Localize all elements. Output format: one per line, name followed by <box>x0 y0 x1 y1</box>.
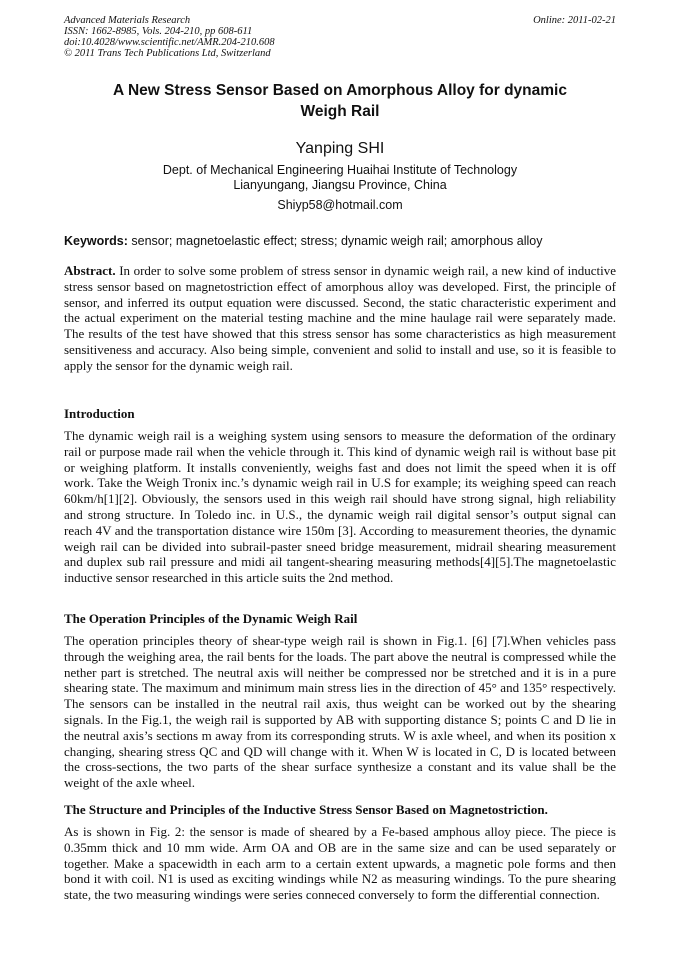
sensor-structure-text: As is shown in Fig. 2: the sensor is made of sheared by a Fe-based amphous alloy piece. The piece is 0.35mm thick and 10 mm wide. Arm OA and OB are in the same size and can be used separately or together. Make a spacewidth in each arm to a certain extent upwards, a magnetic pole forms and then bond it with coil. N1 is used as exciting windings while N2 as measuring windings. To the pure shearing state, the two measuring windings were series conneced conversely to form the differential connection. <box>64 824 616 903</box>
affiliation-line-1: Dept. of Mechanical Engineering Huaihai Institute of Technology <box>162 163 518 177</box>
author-email: Shiyp58@hotmail.com <box>277 198 403 212</box>
keywords-label: Keywords: <box>64 234 128 248</box>
copyright-line: © 2011 Trans Tech Publications Ltd, Switzerland <box>64 48 271 59</box>
journal-header <box>64 15 616 59</box>
journal-name: Advanced Materials Research <box>64 15 191 26</box>
section-heading-sensor-structure: The Structure and Principles of the Inductive Stress Sensor Based on Magnetostriction. <box>64 802 548 817</box>
abstract <box>64 263 616 374</box>
affiliation <box>64 163 616 193</box>
issn-line: ISSN: 1662-8985, Vols. 204-210, pp 608-611 <box>64 26 253 37</box>
doi-line: doi:10.4028/www.scientific.net/AMR.204-210.608 <box>64 37 275 48</box>
title-line-2: Weigh Rail <box>300 103 380 120</box>
keywords-text: sensor; magnetoelastic effect; stress; dynamic weigh rail; amorphous alloy <box>127 234 543 248</box>
author-name: Yanping SHI <box>295 140 385 157</box>
section-heading-operation-principles: The Operation Principles of the Dynamic Weigh Rail <box>64 611 358 626</box>
online-date: Online: 2011-02-21 <box>533 15 616 26</box>
abstract-text: In order to solve some problem of stress sensor in dynamic weigh rail, a new kind of inductive stress sensor based on magnetostriction effect of amorphous alloy was developed. First, the principle of sensor, and inferred its output equation were discussed. Second, the static characteristic experiment and the actual experiment on the material testing machine and the mine haulage rail were separately made. The results of the test have showed that this stress sensor has some characteristics as high measurement sensitiveness and accuracy. Also being simple, convenient and solid to install and use, so it is feasible to apply the sensor for the dynamic weigh rail. <box>64 263 616 373</box>
abstract-label: Abstract. <box>64 263 116 278</box>
affiliation-line-2: Lianyungang, Jiangsu Province, China <box>233 178 447 192</box>
title-line-1: A New Stress Sensor Based on Amorphous Alloy for dynamic <box>113 82 567 99</box>
keywords <box>64 234 616 248</box>
section-heading-introduction: Introduction <box>64 406 135 421</box>
operation-principles-text: The operation principles theory of shear-type weigh rail is shown in Fig.1. [6] [7].When vehicles pass through the weighing area, the rail bents for the loads. The part above the neutral is compressed while the nether part is stretched. The neutral axis will neither be compressed nor be stretched and it is in a pure shearing state. The maximum and minimum main stress lies in the direction of 45° and 135° respectively. The sensors can be installed in the neutral rail axis, thus weight can be worked out by the shearing signals. In the Fig.1, the weigh rail is supported by AB with supporting distance S; points C and D lie in the neutral axis’s sections m away from its corresponding struts. W is axle wheel, and when its position x changing, shearing stress QC and QD will change with it. When W is located in C, D is located between the cross-sections, the two parts of the shear surface synthesize a constant and its value shall be the weight of the axle wheel. <box>64 633 616 791</box>
introduction-text: The dynamic weigh rail is a weighing system using sensors to measure the deformation of the ordinary rail or purpose made rail when the vehicle through it. This kind of dynamic weigh rail is without base pit or weighing platform. It installs conveniently, weighs fast and does not limit the speed when it is off work. Take the Weigh Tronix inc.’s dynamic weigh rail in U.S for example; its weighing speed can reach 60km/h[1][2]. Obviously, the sensors used in this weigh rail should have strong signal, high reliability and strong structure. In Toledo inc. in U.S., the dynamic weigh rail digital sensor’s output signal can reach 4V and the transportation distance wire 150m [3]. According to measurement theories, the dynamic weigh rail can be divided into subrail-paster sneed bridge measurement, midrail shearing measurement and duplex sub rail pressure and midi ail tangent-shearing measuring methods[4][5].The magnetoelastic inductive sensor researched in this article suits the 2nd method. <box>64 428 616 586</box>
paper-title <box>64 80 616 122</box>
